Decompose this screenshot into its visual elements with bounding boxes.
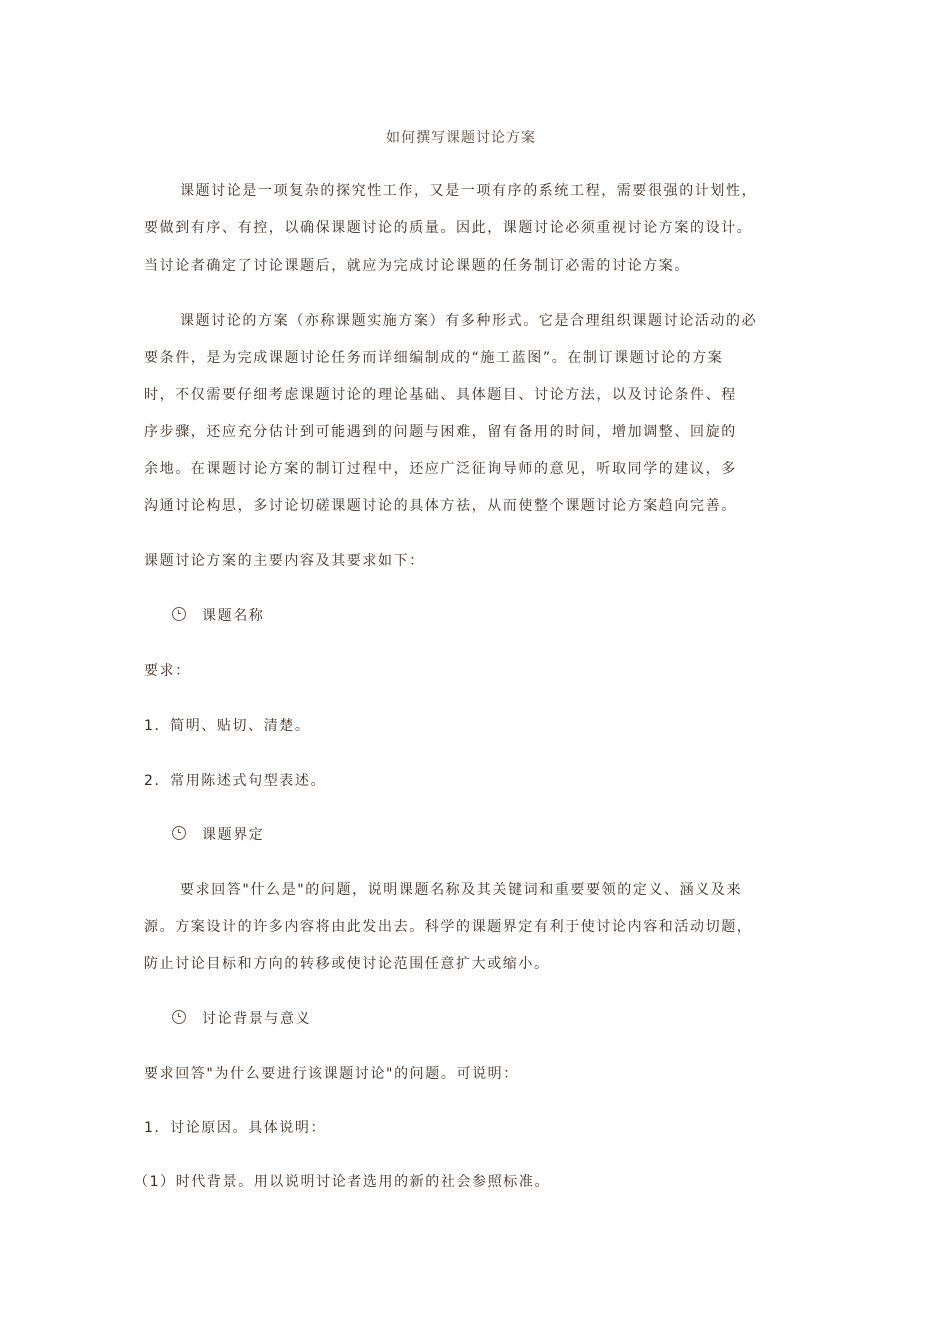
intro-line: 课题讨论方案的主要内容及其要求如下： xyxy=(144,553,425,569)
clock-icon xyxy=(172,1010,186,1024)
section2-para-line-1: 要求回答"什么是"的问题，说明课题名称及其关键词和重要要领的定义、涵义及来 xyxy=(180,882,743,898)
clock-icon xyxy=(172,826,186,840)
section1-req-label: 要求： xyxy=(144,663,191,679)
para2-line-5: 余地。在课题讨论方案的制订过程中，还应广泛征询导师的意见，听取同学的建议，多 xyxy=(144,461,737,477)
para2-line-1: 课题讨论的方案（亦称课题实施方案）有多种形式。它是合理组织课题讨论活动的必 xyxy=(180,313,758,329)
section1-item-1: 1．简明、贴切、清楚。 xyxy=(144,718,311,734)
para1-line-1: 课题讨论是一项复杂的探究性工作，又是一项有序的系统工程，需要很强的计划性， xyxy=(180,183,758,199)
para1-line-2: 要做到有序、有控，以确保课题讨论的质量。因此，课题讨论必须重视讨论方案的设计。 xyxy=(144,220,753,236)
section1-item-2: 2．常用陈述式句型表述。 xyxy=(144,773,327,789)
para2-line-3: 时，不仅需要仔细考虑课题讨论的理论基础、具体题目、讨论方法，以及讨论条件、程 xyxy=(144,387,737,403)
para2-line-4: 序步骤，还应充分估计到可能遇到的问题与困难，留有备用的时间，增加调整、回旋的 xyxy=(144,424,737,440)
section3-item-1: 1．讨论原因。具体说明： xyxy=(144,1120,327,1136)
para1-line-3: 当讨论者确定了讨论课题后，就应为完成讨论课题的任务制订必需的讨论方案。 xyxy=(144,258,690,274)
section2-heading: 课题界定 xyxy=(202,827,265,843)
section2-para-line-2: 源。方案设计的许多内容将由此发出去。科学的课题界定有利于使讨论内容和活动切题， xyxy=(144,919,753,935)
document-title: 如何撰写课题讨论方案 xyxy=(386,130,536,146)
section3-sub-1: （1）时代背景。用以说明讨论者选用的新的社会参照标准。 xyxy=(134,1174,551,1190)
section1-heading: 课题名称 xyxy=(202,608,265,624)
para2-line-6: 沟通讨论构思，多讨论切磋课题讨论的具体方祛，从而使整个课题讨论方案趋向完善。 xyxy=(144,498,737,514)
clock-icon xyxy=(172,607,186,621)
section3-req: 要求回答"为什么要进行该课题讨论"的问题。可说明： xyxy=(144,1066,519,1082)
para2-line-2: 要条件，是为完成课题讨论任务而详细编制成的“施工蓝图”。在制订课题讨论的方案 xyxy=(144,350,724,366)
section2-heading-row xyxy=(172,825,264,845)
section1-heading-row xyxy=(172,606,264,626)
section2-para-line-3: 防止讨论目标和方向的转移或使讨论范围任意扩大或缩小。 xyxy=(144,956,550,972)
section3-heading: 讨论背景与意义 xyxy=(202,1011,312,1027)
section3-heading-row xyxy=(172,1009,311,1029)
